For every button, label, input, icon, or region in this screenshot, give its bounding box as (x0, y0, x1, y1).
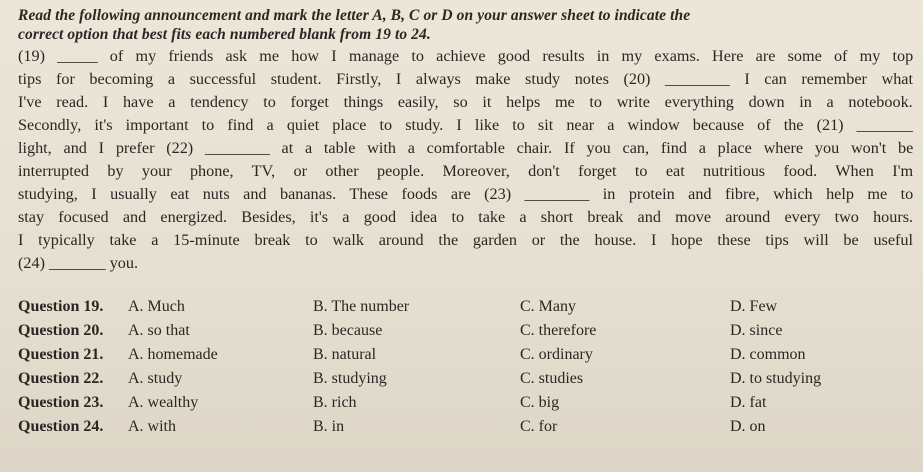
passage-line: Secondly, it's important to find a quiet place to study. I like to sit near a window because of the (21) _______ (18, 116, 913, 134)
question-label: Question 19. (18, 298, 104, 315)
option-d[interactable]: D. to studying (730, 370, 822, 387)
option-b[interactable]: B. rich (313, 394, 357, 411)
option-c[interactable]: C. therefore (520, 322, 597, 339)
option-b[interactable]: B. in (313, 418, 345, 435)
passage (18, 45, 913, 275)
option-a[interactable]: A. with (128, 418, 176, 435)
option-b[interactable]: B. studying (313, 370, 387, 387)
passage-line: light, and I prefer (22) ________ at a table with a comfortable chair. If you can, find a place where you won't be (18, 139, 913, 157)
option-b[interactable]: B. The number (313, 298, 410, 315)
passage-line: I've read. I have a tendency to forget things easily, so it helps me to write everything down in a notebook. (18, 93, 913, 111)
passage-line: I typically take a 15-minute break to walk around the garden or the house. I hope these tips will be useful (18, 231, 913, 249)
question-24 (18, 418, 913, 442)
option-d[interactable]: D. fat (730, 394, 767, 411)
passage-line: studying, I usually eat nuts and bananas. These foods are (23) ________ in protein and fibre, which help me to (18, 185, 913, 203)
passage-line: tips for becoming a successful student. Firstly, I always make study notes (20) ________ I can remember what (18, 70, 913, 88)
instructions-line-2: correct option that best fits each numbered blank from 19 to 24. (18, 26, 431, 43)
option-a[interactable]: A. study (128, 370, 183, 387)
question-19 (18, 298, 913, 322)
question-list (18, 298, 913, 442)
option-c[interactable]: C. for (520, 418, 558, 435)
option-b[interactable]: B. natural (313, 346, 377, 363)
question-label: Question 20. (18, 322, 104, 339)
instructions (18, 6, 913, 44)
question-21 (18, 346, 913, 370)
option-a[interactable]: A. homemade (128, 346, 218, 363)
question-23 (18, 394, 913, 418)
question-22 (18, 370, 913, 394)
option-c[interactable]: C. studies (520, 370, 584, 387)
question-label: Question 21. (18, 346, 104, 363)
option-c[interactable]: C. big (520, 394, 560, 411)
passage-line: stay focused and energized. Besides, it's a good idea to take a short break and move around every two hours. (18, 208, 913, 226)
option-a[interactable]: A. wealthy (128, 394, 199, 411)
question-label: Question 23. (18, 394, 104, 411)
instructions-line-1: Read the following announcement and mark the letter A, B, C or D on your answer sheet to indicate the (18, 7, 691, 24)
passage-line: (19) _____ of my friends ask me how I manage to achieve good results in my exams. Here are some of my top (18, 47, 913, 65)
option-a[interactable]: A. Much (128, 298, 185, 315)
option-c[interactable]: C. Many (520, 298, 576, 315)
option-c[interactable]: C. ordinary (520, 346, 593, 363)
option-d[interactable]: D. since (730, 322, 783, 339)
option-b[interactable]: B. because (313, 322, 383, 339)
question-label: Question 24. (18, 418, 104, 435)
question-20 (18, 322, 913, 346)
question-label: Question 22. (18, 370, 104, 387)
option-d[interactable]: D. Few (730, 298, 778, 315)
option-d[interactable]: D. common (730, 346, 806, 363)
passage-line: (24) _______ you. (18, 254, 139, 272)
option-a[interactable]: A. so that (128, 322, 190, 339)
passage-line: interrupted by your phone, TV, or other people. Moreover, don't forget to eat nutritious food. When I'm (18, 162, 913, 180)
option-d[interactable]: D. on (730, 418, 766, 435)
